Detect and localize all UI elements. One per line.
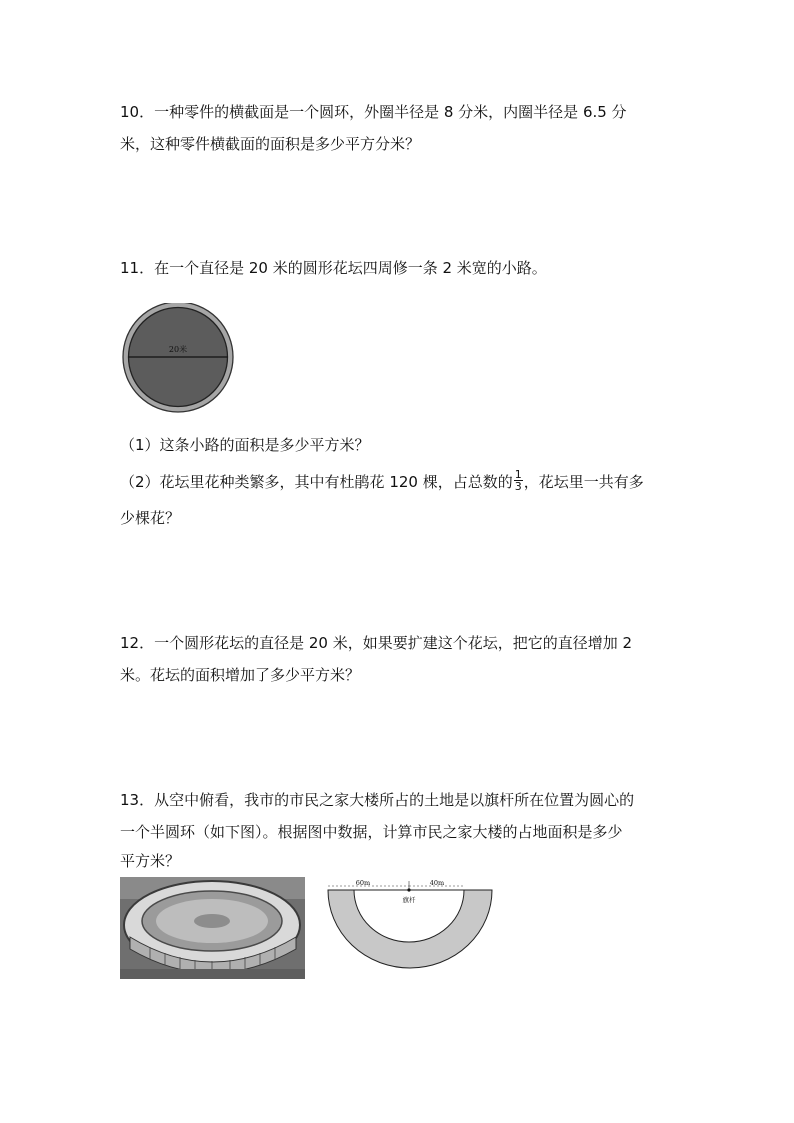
q13-line-3: 平方米？ [120,852,181,870]
flagpole-label: 旗杆 [402,896,416,904]
fraction-numerator: 1 [514,468,522,481]
inner-radius-label: 40m [429,879,445,887]
fraction-denominator: 3 [514,480,522,493]
q11-sub-2-line-1 [120,468,644,494]
q11-sub-2-before: （2）花坛里花种类繁多，其中有杜鹃花 120 棵，占总数的 [120,473,513,491]
center-dot [407,888,410,891]
q12-line-2: 米。花坛的面积增加了多少平方米？ [120,666,361,684]
aerial-photo [120,877,305,979]
q13-line-2: 一个半圆环（如下图）。根据图中数据，计算市民之家大楼的占地面积是多少 [120,823,623,841]
fraction [514,469,523,492]
q13-line-1: 13．从空中俯看，我市的市民之家大楼所占的土地是以旗杆所在位置为圆心的 [120,791,635,809]
outer-radius-label: 60m [355,879,371,887]
q11-sub-1: （1）这条小路的面积是多少平方米？ [120,436,370,454]
flower-bed-diagram [120,303,240,415]
q11-sub-2-line-2: 少棵花？ [120,509,181,527]
semi-ring-diagram [327,878,495,970]
diameter-label: 20米 [168,345,188,354]
q11-sub-2-after: ，花坛里一共有多 [523,473,644,491]
q11-title: 11．在一个直径是 20 米的圆形花坛四周修一条 2 米宽的小路。 [120,259,547,277]
q10-line-2: 米，这种零件横截面的面积是多少平方分米？ [120,135,421,153]
q10-line-1: 10．一种零件的横截面是一个圆环，外圈半径是 8 分米，内圈半径是 6.5 分 [120,103,627,121]
q12-line-1: 12．一个圆形花坛的直径是 20 米，如果要扩建这个花坛，把它的直径增加 2 [120,634,633,652]
